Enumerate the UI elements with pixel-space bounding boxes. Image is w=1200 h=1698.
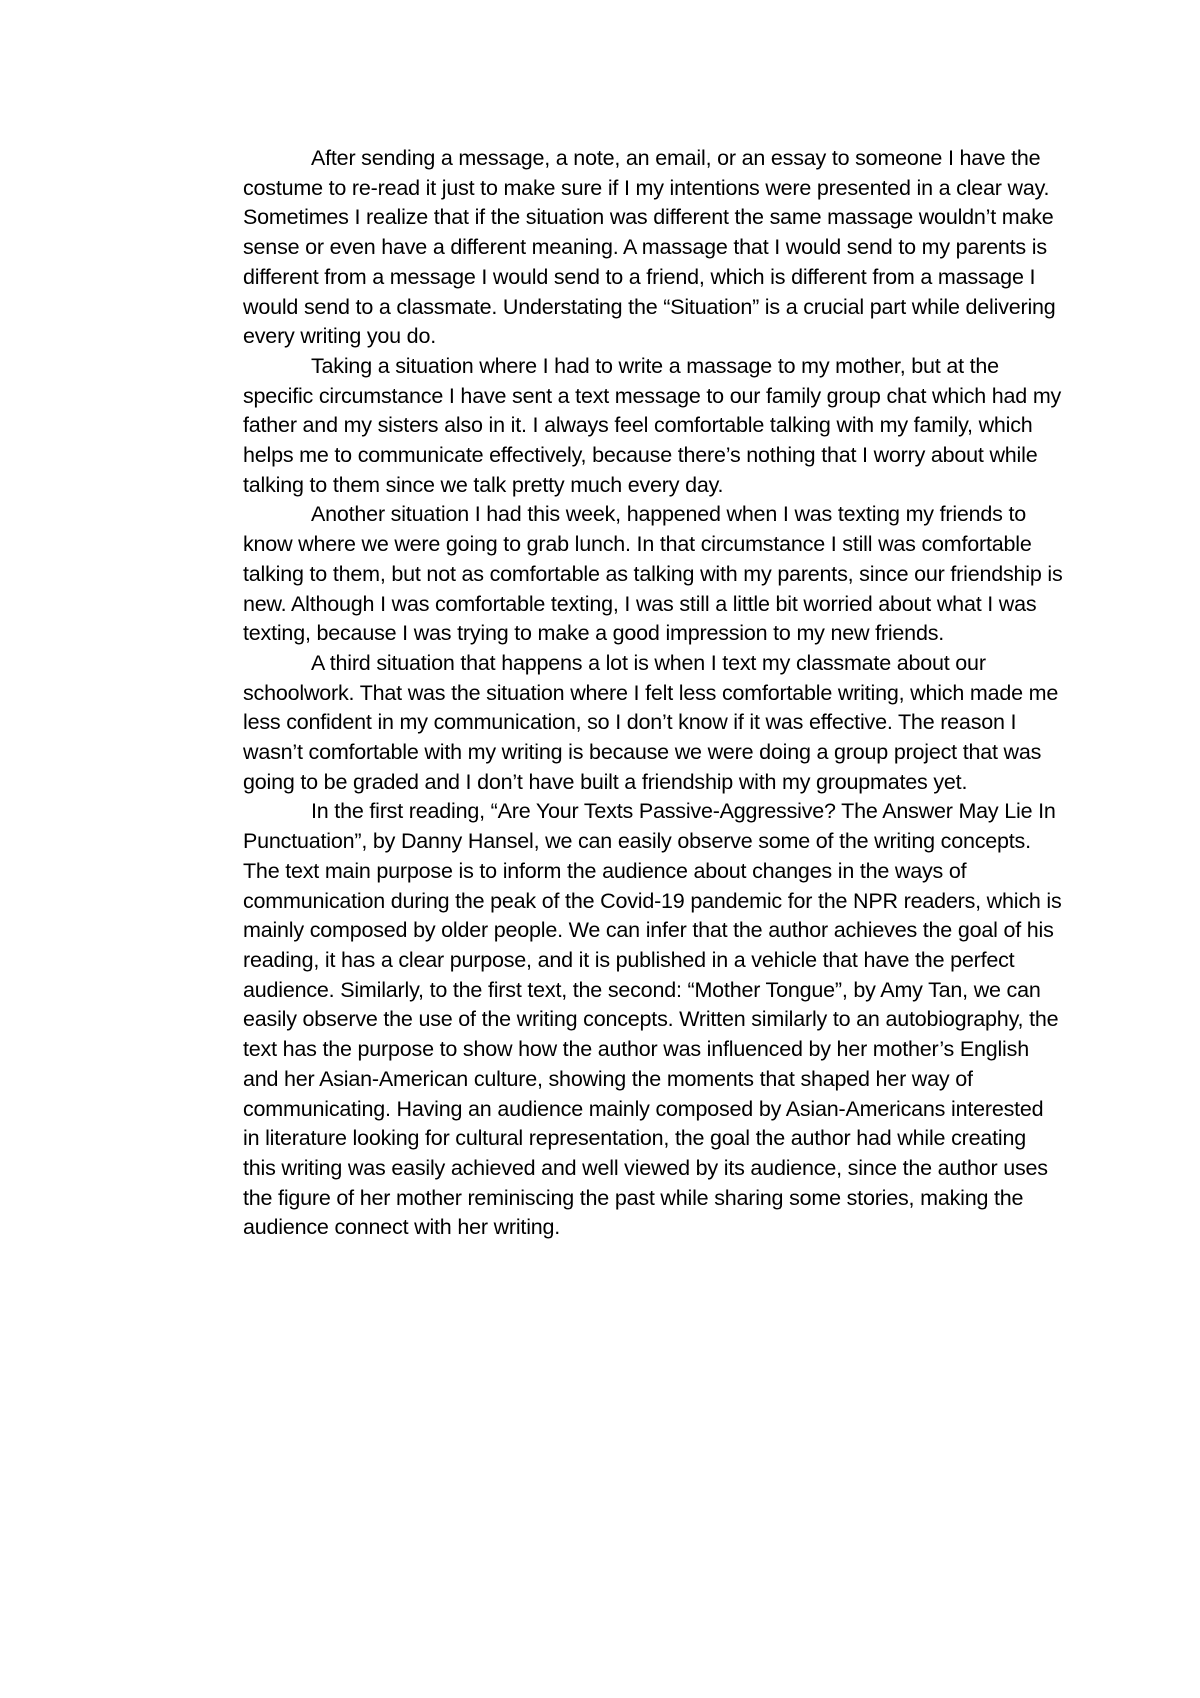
paragraph-1: After sending a message, a note, an email, or an essay to someone I have the costume to re-read it just to make sure if I my intentions were presented in a clear way. Sometimes I realize that if the situation was different the same massage wouldn’t make sense or even have a different meaning. A massage that I would send to my parents is different from a message I would send to a friend, which is different from a massage I would send to a classmate. Understating the “Situation” is a crucial part while delivering every writing you do. bbox=[243, 146, 1056, 349]
paragraph-2: Taking a situation where I had to write a massage to my mother, but at the specific circumstance I have sent a text message to our family group chat which had my father and my sisters also in it. I always feel comfortable talking with my family, which helps me to communicate effectively, because there’s nothing that I worry about while talking to them since we talk pretty much every day. bbox=[243, 353, 1062, 497]
paragraph-5: In the first reading, “Are Your Texts Passive-Aggressive? The Answer May Lie In Punctuation”, by Danny Hansel, we can easily observe some of the writing concepts. The text main purpose is to inform the audience about changes in the ways of communication during the peak of the Covid-19 pandemic for the NPR readers, which is mainly composed by older people. We can infer that the author achieves the goal of his reading, it has a clear purpose, and it is published in a vehicle that have the perfect audience. Similarly, to the first text, the second: “Mother Tongue”, by Amy Tan, we can easily observe the use of the writing concepts. Written similarly to an autobiography, the text has the purpose to show how the author was influenced by her mother’s English and her Asian-American culture, showing the moments that shaped her way of communicating. Having an audience mainly composed by Asian-Americans interested in literature looking for cultural representation, the goal the author had while creating this writing was easily achieved and well viewed by its audience, since the author uses the figure of her mother reminiscing the past while sharing some stories, making the audience connect with her writing. bbox=[243, 799, 1062, 1240]
paragraph-3: Another situation I had this week, happened when I was texting my friends to know where we were going to grab lunch. In that circumstance I still was comfortable talking to them, but not as comfortable as talking with my parents, since our friendship is new. Although I was comfortable texting, I was still a little bit worried about what I was texting, because I was trying to make a good impression to my new friends. bbox=[243, 502, 1063, 646]
paragraph-4: A third situation that happens a lot is when I text my classmate about our schoolwork. That was the situation where I felt less comfortable writing, which made me less confident in my communication, so I don’t know if it was effective. The reason I wasn’t comfortable with my writing is because we were doing a group project that was going to be graded and I don’t have built a friendship with my groupmates yet. bbox=[243, 650, 1059, 794]
essay-body bbox=[243, 144, 1063, 1243]
